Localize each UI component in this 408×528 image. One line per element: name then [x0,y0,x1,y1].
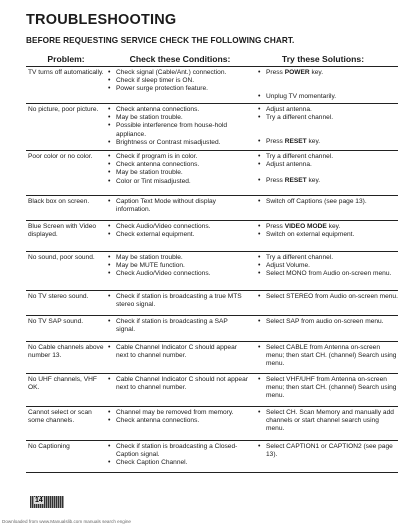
checks-list [108,409,248,425]
check-item: • Color or Tint misadjusted. [108,178,248,186]
problem-cell: No TV stereo sound. [28,293,89,300]
solution-item: • Adjust Volume. [258,262,398,270]
troubleshooting-table [26,66,398,473]
checks-list [108,69,248,94]
solutions-list [258,409,398,434]
table-row [26,316,398,342]
key-name: VIDEO MODE [284,223,327,230]
check-item: • Check antenna connections. [108,106,248,114]
solution-item: • Adjust antenna. [258,161,398,169]
header-solution: Try these Solutions: [281,54,365,64]
solutions-list [258,376,398,401]
table-row [26,252,398,291]
solution-item: • Press VIDEO MODE key. [258,223,398,231]
problem-cell: No TV SAP sound. [28,318,84,325]
solutions-list [258,223,398,239]
solution-item: • Select SAP from audio on-screen menu. [258,318,398,326]
problem-cell: Cannot select or scan some channels. [28,409,92,425]
table-row [26,67,398,104]
checks-list [108,198,248,214]
solution-item: • Select VHF/UHF from Antenna on-screen menu; then start CH. (channel) Search using menu. [258,376,398,401]
solutions-list [258,153,398,186]
solutions-list [258,198,398,206]
check-item: • Possible interference from house-hold appliance. [108,122,248,138]
problem-cell: No picture, poor picture. [28,106,99,113]
solution-item: • Try a different channel. [258,153,398,161]
table-row [26,221,398,252]
checks-list [108,376,248,392]
check-item: • May be MUTE function. [108,262,248,270]
check-item: • Check if program is in color. [108,153,248,161]
check-item: • May be station trouble. [108,254,248,262]
checks-list [108,223,248,239]
problem-cell: No Cable channels above number 13. [28,344,104,360]
table-row [26,196,398,221]
table-row [26,374,398,407]
checks-list [108,318,248,334]
solution-item: • Switch on external equipment. [258,231,398,239]
problem-cell: Black box on screen. [28,198,90,205]
check-item: • Check Caption Channel. [108,459,248,467]
checks-list [108,254,248,279]
solution-item: • Adjust antenna. [258,106,398,114]
solutions-list [258,443,398,459]
table-row [26,441,398,473]
check-item: • Channel may be removed from memory. [108,409,248,417]
check-item: • Brightness or Contrast misadjusted. [108,139,248,147]
solution-item: • Select MONO from Audio on-screen menu. [258,270,398,278]
check-item: • Check signal (Cable/Ant.) connection. [108,69,248,77]
solutions-list [258,254,398,279]
check-item: • Cable Channel Indicator C should appear next to channel number. [108,344,248,360]
problem-cell: No Captioning [28,443,70,450]
check-item: • Check if station is broadcasting a true MTS stereo signal. [108,293,248,309]
solution-item: • Select CH. Scan Memory and manually add channels or start channel search using menu. [258,409,398,434]
check-item: • Check Audio/Video connections. [108,270,248,278]
check-item: • Power surge protection feature. [108,85,248,93]
checks-list [108,106,248,147]
header-check: Check these Conditions: [129,54,231,64]
problem-cell: TV turns off automatically. [28,69,104,76]
key-name: POWER [284,69,310,76]
check-item: • Check if station is broadcasting a Closed-Caption signal. [108,443,248,459]
download-footer: Downloaded from www.Manualslib.com manuals search engine [2,519,131,524]
solutions-list [258,293,398,301]
table-row [26,407,398,441]
check-item: • Cable Channel Indicator C should not appear next to channel number. [108,376,248,392]
check-item: • Check antenna connections. [108,161,248,169]
solutions-list [258,344,398,369]
table-row [26,342,398,374]
check-item: • Check if station is broadcasting a SAP signal. [108,318,248,334]
check-item: • Check Audio/Video connections. [108,223,248,231]
checks-list [108,443,248,468]
check-item: • Check if sleep timer is ON. [108,77,248,85]
table-row [26,291,398,316]
checks-list [108,153,248,186]
solution-item: • Unplug TV momentarily. [258,93,398,101]
page-number: 14 [35,497,43,504]
page-subtitle: BEFORE REQUESTING SERVICE CHECK THE FOLLOWING CHART. [26,36,295,45]
checks-list [108,344,248,360]
problem-cell: Blue Screen with Video displayed. [28,223,97,239]
solution-item: • Press RESET key. [258,177,398,185]
solution-item: • Switch off Captions (see page 13). [258,198,398,206]
key-name: RESET [284,177,307,185]
solutions-list [258,318,398,326]
key-name: RESET [284,138,307,146]
problem-cell: Poor color or no color. [28,153,93,160]
table-header [26,54,398,66]
solution-item: • Press RESET key. [258,138,398,146]
solution-item: • Select STEREO from Audio on-screen menu. [258,293,398,301]
solution-item: • Try a different channel. [258,254,398,262]
check-item: • Caption Text Mode without display information. [108,198,248,214]
table-row [26,104,398,151]
check-item: • May be station trouble. [108,169,248,177]
header-problem: Problem: [47,54,85,64]
solution-item: • Select CAPTION1 or CAPTION2 (see page 13). [258,443,398,459]
solution-item: • Select CABLE from Antenna on-screen menu; then start CH. (channel) Search using menu. [258,344,398,369]
checks-list [108,293,248,309]
solution-item: • Press POWER key. [258,69,398,77]
solutions-list [258,69,398,101]
check-item: • Check antenna connections. [108,417,248,425]
solution-item: • Try a different channel. [258,114,398,122]
check-item: • Check external equipment. [108,231,248,239]
check-item: • May be station trouble. [108,114,248,122]
solutions-list [258,106,398,147]
table-row [26,151,398,196]
page-title: TROUBLESHOOTING [26,12,177,28]
problem-cell: No UHF channels, VHF OK. [28,376,97,392]
page-number-badge [30,496,64,508]
problem-cell: No sound, poor sound. [28,254,95,261]
